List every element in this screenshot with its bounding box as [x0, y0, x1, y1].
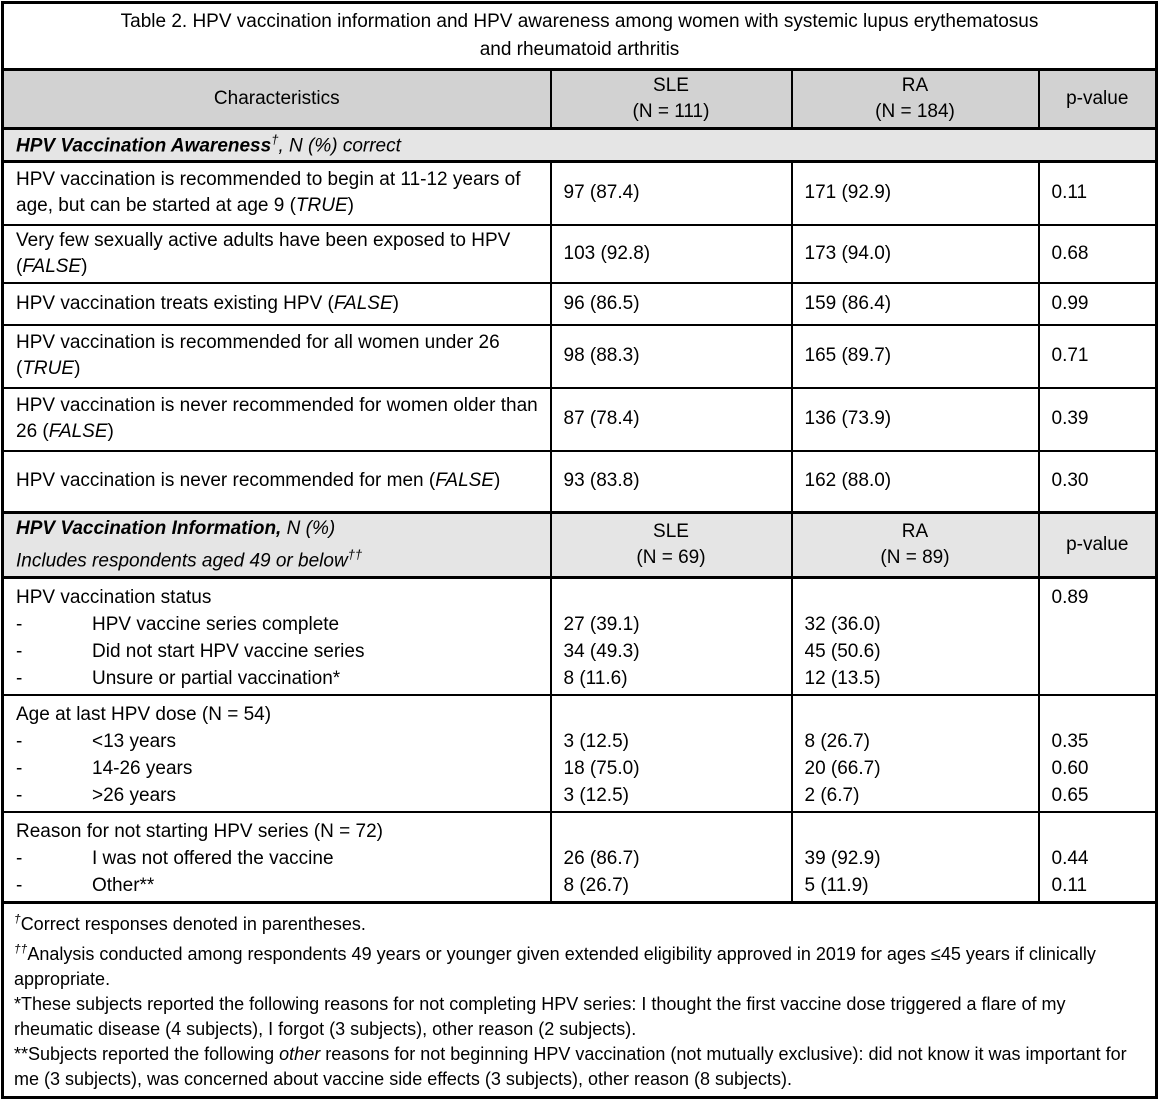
pvalue-cell: 0.11 — [1039, 162, 1157, 225]
sle-value-cell — [551, 812, 792, 903]
information-section-heading — [3, 513, 551, 578]
double-dagger-superscript: †† — [14, 942, 28, 957]
awareness-section-heading — [3, 129, 1157, 162]
list-dash: - — [16, 614, 23, 636]
footnote-text: Correct responses denoted in parentheses. — [20, 914, 366, 935]
characteristic-text: Very few sexually active adults have been exposed to HPV ( — [16, 229, 511, 277]
list-dash: - — [16, 641, 23, 663]
table-title-cell — [3, 3, 1157, 70]
group-subitem — [16, 845, 542, 872]
header-sle-info — [551, 513, 792, 578]
sle-value-cell: 97 (87.4) — [551, 162, 792, 225]
value-line: 5 (11.9) — [804, 875, 869, 897]
characteristic-close: ) — [347, 195, 354, 217]
dagger-superscript: † — [14, 912, 21, 927]
header-sle-label: SLE — [653, 75, 689, 96]
characteristic-cell — [3, 162, 551, 225]
characteristic-cell — [3, 451, 551, 513]
pvalue-line — [1052, 701, 1144, 728]
sle-value-cell: 98 (88.3) — [551, 325, 792, 388]
footnote-text: **Subjects reported the following — [14, 1044, 280, 1065]
footnote-text: *These subjects reported the following reasons for not completing HPV series: I thought the first vaccine dose triggered a flare of my rheumatic disease (4 subjects), I forgot (3 subjects), other reason (2 subjects). — [14, 994, 1066, 1040]
pvalue-cell — [1039, 695, 1157, 812]
information-heading-line2-text: Includes respondents aged 49 or below — [16, 550, 348, 572]
pvalue-line: 0.44 — [1051, 848, 1089, 870]
footnotes-cell — [3, 903, 1157, 1098]
table-row — [3, 388, 1157, 451]
subitem-label: 14-26 years — [92, 758, 193, 780]
footnote-dagger — [14, 907, 1145, 937]
characteristic-cell — [3, 283, 551, 325]
characteristic-cell — [3, 388, 551, 451]
header-pvalue: p-value — [1039, 70, 1157, 129]
group-label: HPV vaccination status — [16, 587, 212, 609]
table-row — [3, 695, 1157, 812]
value-line — [564, 584, 779, 611]
characteristic-emph: FALSE — [48, 421, 108, 442]
characteristic-emph: TRUE — [22, 358, 75, 379]
pvalue-line — [1052, 638, 1144, 665]
header-sle — [551, 70, 792, 129]
group-subitem — [16, 611, 542, 638]
section-header-row — [3, 129, 1157, 162]
header-pvalue-info: p-value — [1039, 513, 1157, 578]
header-sle-n: (N = 111) — [632, 101, 710, 122]
information-heading-rest: N (%) — [281, 518, 336, 539]
group-subitem — [16, 638, 542, 665]
characteristic-close: ) — [107, 421, 114, 442]
pvalue-line — [1052, 611, 1144, 638]
pvalue-cell — [1039, 812, 1157, 903]
subitem-label: Other** — [92, 875, 155, 897]
ra-value-cell — [792, 578, 1039, 696]
ra-value-cell: 162 (88.0) — [792, 451, 1039, 513]
list-dash: - — [16, 731, 23, 753]
pvalue-line: 0.11 — [1051, 875, 1088, 897]
table-row — [3, 578, 1157, 696]
pvalue-cell: 0.71 — [1039, 325, 1157, 388]
pvalue-cell: 0.99 — [1039, 283, 1157, 325]
value-line — [805, 818, 1026, 845]
subitem-label: Unsure or partial vaccination* — [92, 668, 341, 690]
value-line: 27 (39.1) — [563, 614, 640, 636]
characteristic-text: HPV vaccination is never recommended for men ( — [16, 470, 436, 492]
sle-value-cell — [551, 695, 792, 812]
value-line: 3 (12.5) — [563, 731, 629, 753]
header-ra-label: RA — [901, 75, 929, 96]
footnote-text-post: reasons for not beginning HPV vaccination (not mutually exclusive): did not know it was important for me (3 subjects), was concerned about vaccine side effects (3 subjects), other reason (8 subjects). — [14, 1044, 1127, 1090]
value-line: 34 (49.3) — [563, 641, 640, 663]
footnotes-row — [3, 903, 1157, 1098]
value-line: 12 (13.5) — [804, 668, 881, 690]
subitem-label: <13 years — [92, 731, 176, 753]
value-line: 2 (6.7) — [804, 785, 860, 807]
value-line: 45 (50.6) — [804, 641, 881, 663]
value-line — [564, 818, 779, 845]
information-heading-line1 — [16, 516, 538, 542]
characteristic-close: ) — [74, 358, 81, 379]
characteristic-text: HPV vaccination is never recommended for women older than 26 ( — [16, 395, 538, 442]
list-dash: - — [16, 848, 23, 870]
pvalue-cell — [1039, 578, 1157, 696]
footnote-asterisk — [14, 992, 1145, 1042]
ra-value-cell — [792, 812, 1039, 903]
list-dash: - — [16, 758, 23, 780]
table-row — [3, 325, 1157, 388]
characteristic-close: ) — [81, 255, 88, 277]
information-heading-bold: HPV Vaccination Information, — [16, 518, 282, 539]
value-line: 8 (26.7) — [563, 875, 629, 897]
header-ra-info-label: RA — [901, 521, 929, 543]
table-row — [3, 451, 1157, 513]
characteristic-emph: TRUE — [295, 195, 348, 217]
value-line: 3 (12.5) — [563, 785, 629, 807]
pvalue-line: 0.60 — [1051, 758, 1089, 780]
ra-value-cell — [792, 695, 1039, 812]
list-dash: - — [16, 785, 23, 807]
header-ra — [792, 70, 1039, 129]
sle-value-cell: 93 (83.8) — [551, 451, 792, 513]
characteristic-close: ) — [494, 470, 501, 492]
header-characteristics: Characteristics — [3, 70, 551, 129]
pvalue-cell: 0.68 — [1039, 225, 1157, 283]
group-label: Reason for not starting HPV series (N = 72) — [16, 821, 383, 843]
characteristic-emph: FALSE — [435, 470, 495, 492]
value-line: 8 (26.7) — [804, 731, 870, 753]
pvalue-line: 0.65 — [1051, 785, 1089, 807]
hpv-table — [1, 1, 1158, 1099]
value-line: 18 (75.0) — [563, 758, 640, 780]
pvalue-cell: 0.30 — [1039, 451, 1157, 513]
footnote-emph: other — [279, 1044, 321, 1065]
characteristic-cell — [3, 225, 551, 283]
header-ra-info-n: (N = 89) — [880, 547, 950, 569]
pvalue-line: 0.89 — [1051, 587, 1089, 609]
subitem-label: Did not start HPV vaccine series — [92, 641, 365, 663]
subitem-label: HPV vaccine series complete — [92, 614, 340, 636]
value-line — [805, 584, 1026, 611]
sle-value-cell: 103 (92.8) — [551, 225, 792, 283]
subitem-label: I was not offered the vaccine — [92, 848, 334, 870]
characteristic-cell — [3, 812, 551, 903]
group-subitem — [16, 872, 542, 899]
footnote-text: Analysis conducted among respondents 49 years or younger given extended eligibility approved in 2019 for ages ≤45 years if clinically appropriate. — [14, 944, 1096, 990]
footnote-double-asterisk — [14, 1042, 1145, 1092]
awareness-heading-bold: HPV Vaccination Awareness — [16, 135, 272, 157]
characteristic-emph: FALSE — [333, 292, 393, 314]
value-line — [564, 701, 779, 728]
characteristic-text: HPV vaccination is recommended for all women under 26 ( — [16, 332, 500, 379]
pvalue-line: 0.35 — [1051, 731, 1089, 753]
dagger-superscript: † — [271, 132, 279, 148]
ra-value-cell: 136 (73.9) — [792, 388, 1039, 451]
header-sle-info-label: SLE — [653, 521, 689, 543]
group-subitem — [16, 728, 542, 755]
characteristic-emph: FALSE — [22, 255, 82, 277]
value-line: 39 (92.9) — [804, 848, 881, 870]
information-heading-line2 — [16, 542, 538, 574]
table-row — [3, 812, 1157, 903]
table-row — [3, 225, 1157, 283]
table-title-line1: Table 2. HPV vaccination information and HPV awareness among women with systemic lupus erythematosus — [120, 11, 1039, 32]
group-subitem — [16, 665, 542, 692]
characteristic-cell — [3, 578, 551, 696]
value-line — [805, 701, 1026, 728]
sle-value-cell: 96 (86.5) — [551, 283, 792, 325]
list-dash: - — [16, 875, 23, 897]
section-header-row — [3, 513, 1157, 578]
sle-value-cell: 87 (78.4) — [551, 388, 792, 451]
awareness-heading-rest: , N (%) correct — [278, 135, 401, 157]
table-header-row — [3, 70, 1157, 129]
footnote-double-dagger — [14, 937, 1145, 992]
value-line: 32 (36.0) — [804, 614, 881, 636]
table-row — [3, 162, 1157, 225]
group-label: Age at last HPV dose (N = 54) — [16, 704, 272, 726]
characteristic-close: ) — [392, 292, 399, 314]
ra-value-cell: 165 (89.7) — [792, 325, 1039, 388]
pvalue-cell: 0.39 — [1039, 388, 1157, 451]
sle-value-cell — [551, 578, 792, 696]
value-line: 8 (11.6) — [563, 668, 628, 690]
ra-value-cell: 171 (92.9) — [792, 162, 1039, 225]
table-title-line2: and rheumatoid arthritis — [479, 39, 680, 60]
header-ra-info — [792, 513, 1039, 578]
list-dash: - — [16, 668, 23, 690]
characteristic-cell — [3, 325, 551, 388]
header-sle-info-n: (N = 69) — [636, 547, 706, 569]
value-line: 20 (66.7) — [804, 758, 881, 780]
pvalue-line — [1052, 818, 1144, 845]
characteristic-text: HPV vaccination is recommended to begin at 11-12 years of age, but can be started at age 9 ( — [16, 169, 521, 217]
table-row — [3, 283, 1157, 325]
double-dagger-superscript: †† — [347, 547, 363, 562]
ra-value-cell: 159 (86.4) — [792, 283, 1039, 325]
group-subitem — [16, 782, 542, 809]
characteristic-text: HPV vaccination treats existing HPV ( — [16, 292, 334, 314]
characteristic-cell — [3, 695, 551, 812]
table-row — [3, 3, 1157, 70]
pvalue-line — [1052, 665, 1144, 692]
subitem-label: >26 years — [92, 785, 176, 807]
ra-value-cell: 173 (94.0) — [792, 225, 1039, 283]
group-subitem — [16, 755, 542, 782]
value-line: 26 (86.7) — [563, 848, 640, 870]
header-ra-n: (N = 184) — [875, 101, 955, 122]
